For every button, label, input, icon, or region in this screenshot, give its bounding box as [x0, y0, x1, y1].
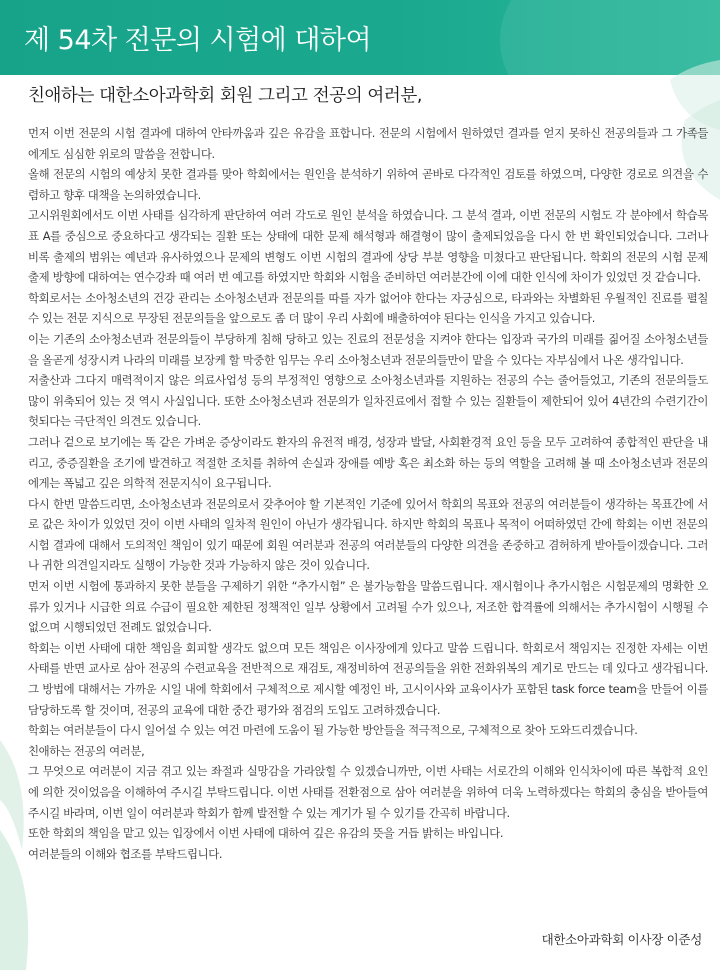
- paragraph: 친애하는 전공의 여러분,: [28, 743, 145, 758]
- paragraph: 먼저 이번 전문의 시험 결과에 대하여 안타까움과 깊은 유감을 표합니다. 전문의 시험에서 원하였던 결과를 얻지 못하신 전공의들과 그 가족들에게도 심심한 위로의 말씀을 전합니다.: [28, 126, 708, 161]
- paragraph: 여러분들의 이해와 협조를 부탁드립니다.: [28, 846, 223, 861]
- paragraph: 학회는 이번 사태에 대한 책임을 회피할 생각도 없으며 모든 책임은 이사장에게 있다고 말씀 드립니다. 학회로서 책임지는 진정한 자세는 이번 사태를 반면 교사로 삼아 전공의 수련교육을 전반적으로 재검토, 재정비하여 전공의들을 위한 전화위복의 계기로 만드는 데 있다고 생각됩니다. 그 방법에 대해서는 가까운 시일 내에 학회에서 구체적으로 제시할 예정인 바, 고시이사와 교육이사가 포함된 task force team을 만들어 이를 담당하도록 할 것이며, 전공의 교육에 대한 중간 평가와 점검의 도입도 고려하겠습니다.: [28, 640, 708, 717]
- letter-signature: 대한소아과학회 이사장 이준성: [541, 932, 702, 947]
- paragraph: 다시 한번 말씀드리면, 소아청소년과 전문의로서 갖추어야 할 기본적인 기준에 있어서 학회의 목표와 전공의 여러분들이 생각하는 목표간에 서로 값은 차이가 있었던 것이 이번 사태의 일차적 원인이 아닌가 생각됩니다. 하지만 학회의 목표나 목적이 어떠하였던 간에 학회는 이번 전문의 시험 결과에 대해서 도의적인 책임이 있기 때문에 회원 여러분과 전공의 여러분들의 다양한 의견을 존중하고 겸허하게 받아들이겠습니다. 그러나 귀한 의견일지라도 실행이 가능한 것과 가능하지 않은 것이 있습니다.: [28, 496, 708, 573]
- paragraph: 그 무엇으로 여러분이 지금 겪고 있는 좌절과 실망감을 가라앉힐 수 있겠습니까만, 이번 사태는 서로간의 이해와 인식차이에 따른 복합적 요인에 의한 것이었음을 이해하여 주시길 부탁드립니다. 이번 사태를 전환점으로 삼아 여러분을 위하여 더욱 노력하겠다는 학회의 충심을 받아들여 주시길 바라며, 이번 일이 여러분과 학회가 함께 발전할 수 있는 계기가 될 수 있기를 간곡히 바랍니다.: [28, 764, 708, 820]
- paragraph: 학회는 여러분들이 다시 일어설 수 있는 여건 마련에 도움이 될 가능한 방안들을 적극적으로, 구체적으로 찾아 도와드리겠습니다.: [28, 723, 638, 738]
- paragraph: 그러나 겉으로 보기에는 똑 같은 가벼운 증상이라도 환자의 유전적 배경, 성장과 발달, 사회환경적 요인 등을 모두 고려하여 종합적인 판단을 내리고, 중증질환을 조기에 발견하고 적절한 조치를 취하여 손실과 장애를 예방 혹은 최소화 하는 등의 역할을 고려해 볼 때 소아청소년과 전문의에게는 폭넓고 깊은 의학적 전문지식이 요구됩니다.: [28, 434, 708, 491]
- page-title: 제 54차 전문의 시험에 대하여: [24, 25, 372, 56]
- paragraph: 이는 기존의 소아청소년과 전문의들이 부당하게 침해 당하고 있는 진료의 전문성을 지켜야 한다는 입장과 국가의 미래를 짊어질 소아청소년들을 올곧게 성장시켜 나라의 미래를 보장케 할 막중한 임무는 우리 소아청소년과 전문의들만이 맡을 수 있다는 자부심에서 나온 생각입니다.: [28, 331, 708, 367]
- paragraph: 먼저 이번 시험에 통과하지 못한 분들을 구제하기 위한 “추가시험” 은 불가능함을 말씀드립니다. 재시험이나 추가시험은 시험문제의 명확한 오류가 있거나 시급한 의료 수급이 필요한 제한된 정책적인 일부 상황에서 고려될 수가 있으나, 저조한 합격률에 의해서는 추가시험이 시행될 수 없으며 시행되었던 전례도 없었습니다.: [28, 579, 708, 635]
- letter-body: [28, 82, 708, 864]
- paragraph: 올해 전문의 시험의 예상치 못한 결과를 맞아 학회에서는 원인을 분석하기 위하여 곧바로 다각적인 검토를 하였으며, 다양한 경로로 의견을 수렴하고 향후 대책을 논의하였습니다.: [28, 167, 708, 202]
- paragraph: 또한 학회의 책임을 맡고 있는 입장에서 이번 사태에 대하여 깊은 유감의 뜻을 거듭 밝히는 바입니다.: [28, 826, 504, 841]
- letter-salutation: 친애하는 대한소아과학회 회원 그리고 전공의 여러분,: [28, 86, 423, 106]
- paragraph: 저출산과 그다지 매력적이지 않은 의료사업성 등의 부정적인 영향으로 소아청소년과를 지원하는 전공의 수는 줄어들었고, 기존의 전문의들도 많이 위축되어 있는 것 역시 사실입니다. 또한 소아청소년과 전문의가 일차진료에서 접할 수 있는 질환들이 제한되어 있어 4년간의 수련기간이 헛되다는 극단적인 의견도 있습니다.: [28, 373, 708, 429]
- paragraph: 학회로서는 소아청소년의 건강 관리는 소아청소년과 전문의를 따를 자가 없어야 한다는 자긍심으로, 타과와는 차별화된 우월적인 진료를 펼칠 수 있는 전문 지식으로 무장된 전문의들을 앞으로도 좀 더 많이 우리 사회에 배출하여야 된다는 인식을 가지고 있습니다.: [28, 290, 708, 326]
- paragraph: 고시위원회에서도 이번 사태를 심각하게 판단하여 여러 각도로 원인 분석을 하였습니다. 그 분석 결과, 이번 전문의 시험도 각 분야에서 학습목표 A를 중심으로 중요하다고 생각되는 질환 또는 상태에 대한 문제 해석형과 해결형이 많이 출제되었음을 다시 한 번 확인되었습니다. 그러나 비록 출제의 범위는 예년과 유사하였으나 문제의 변형도 이번 시험의 결과에 상당 부분 영향을 미쳤다고 판단됩니다. 학회의 전문의 시험 문제 출제 방향에 대하여는 연수강좌 때 여러 번 예고를 하였지만 학회와 시험을 준비하던 여러분간에 이에 대한 인식에 차이가 있었던 것 같습니다.: [28, 208, 708, 285]
